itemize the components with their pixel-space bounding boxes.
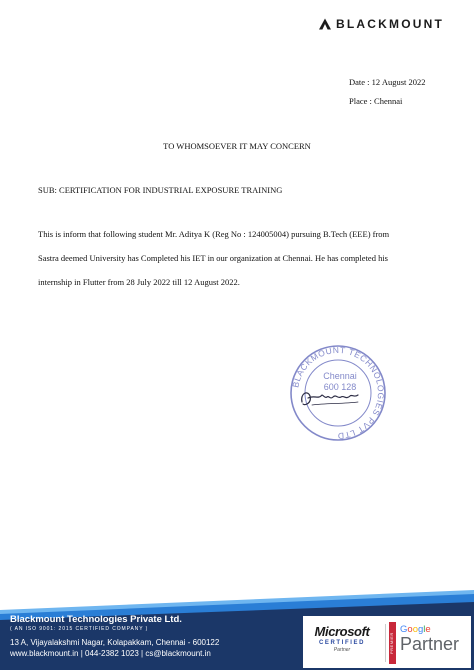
microsoft-name: Microsoft <box>314 624 370 639</box>
seal-ring-text: BLACKMOUNT TECHNOLOGIES PVT LTD <box>290 344 387 442</box>
seal-city: Chennai <box>323 371 357 381</box>
microsoft-partner-label: Partner <box>333 647 351 653</box>
microsoft-certified-label: CERTIFIED <box>318 640 366 646</box>
company-seal <box>288 343 388 443</box>
footer-company-info <box>10 614 219 658</box>
badge-divider <box>385 624 386 662</box>
body-line: Sastra deemed University has Completed his IET in our organization at Chennai. He has completed his <box>38 253 388 263</box>
footer-iso-line: ( AN ISO 9001: 2015 CERTIFIED COMPANY ) <box>10 626 149 632</box>
letter-place: Place : Chennai <box>349 96 403 106</box>
logo-text: BLACKMOUNT <box>336 17 444 31</box>
letter-subject: SUB: CERTIFICATION FOR INDUSTRIAL EXPOSURE TRAINING <box>38 185 283 195</box>
date-place-block <box>349 73 426 111</box>
letter-body <box>38 222 438 294</box>
partner-badges <box>303 616 471 668</box>
triangle-mountain-icon <box>319 18 331 30</box>
company-logo <box>319 17 444 31</box>
letter-heading: TO WHOMSOEVER IT MAY CONCERN <box>163 141 311 151</box>
seal-pin: 600 128 <box>323 382 357 392</box>
signature <box>302 393 358 405</box>
letter-date: Date : 12 August 2022 <box>349 77 426 87</box>
footer-contact: www.blackmount.in | 044-2382 1023 | cs@blackmount.in <box>10 649 211 658</box>
footer <box>0 586 474 670</box>
body-line: This is inform that following student Mr. Aditya K (Reg No : 124005004) pursuing B.Tech (EEE) from <box>38 229 390 239</box>
microsoft-certified-badge <box>305 624 379 653</box>
body-line: internship in Flutter from 28 July 2022 till 12 August 2022. <box>38 277 240 287</box>
premier-label: PREMIER <box>389 632 394 654</box>
footer-address: 13 A, Vijayalakshmi Nagar, Kolapakkam, Chennai - 600122 <box>10 638 220 647</box>
google-name: Google <box>400 624 431 635</box>
google-partner-badge <box>400 624 459 655</box>
footer-company-name: Blackmount Technologies Private Ltd. <box>10 614 182 625</box>
google-partner-label: Partner <box>400 634 460 654</box>
